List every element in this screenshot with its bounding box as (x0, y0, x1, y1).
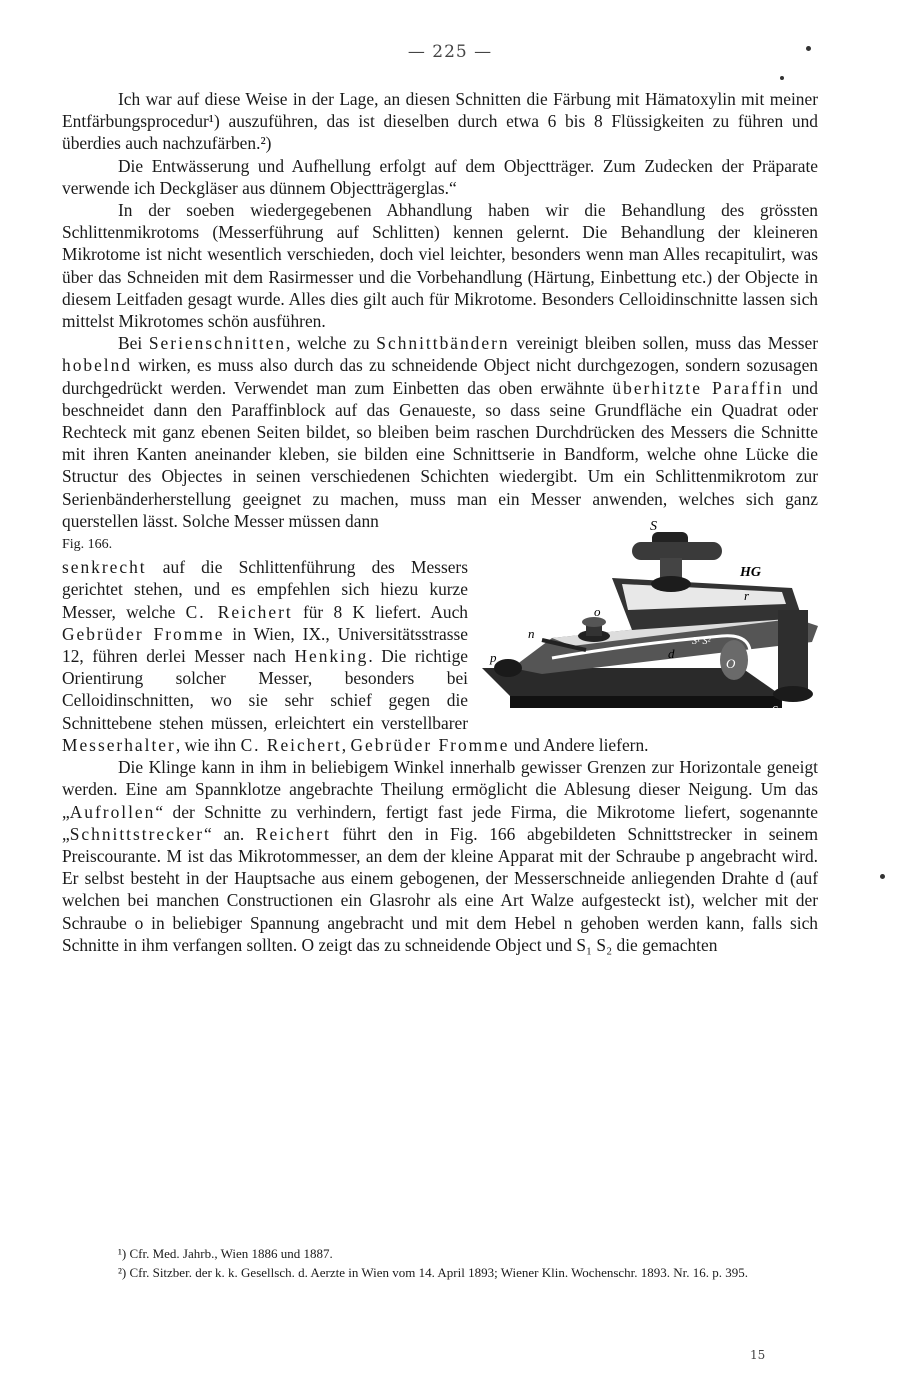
signature-mark: 15 (750, 1348, 766, 1362)
label-o-small: o (594, 603, 601, 619)
label-r: r (744, 587, 750, 603)
footnote: ¹) Cfr. Med. Jahrb., Wien 1886 und 1887. (118, 1246, 333, 1261)
ink-speck (780, 76, 784, 80)
spaced-term: überhitzte Paraffin (612, 377, 784, 398)
spaced-term: hobelnd (62, 355, 133, 376)
spaced-term: C. Reichert (185, 601, 293, 622)
label-p: p (490, 649, 497, 665)
spaced-term: Schnittstrecker (69, 823, 205, 844)
paragraph: Die Entwässerung und Aufhellung erfolgt auf dem Objectträger. Zum Zudecken der Präparate verwende ich Deckgläser aus dünnem Objectträgerglas.“ (62, 155, 818, 198)
label-s: S (650, 518, 657, 534)
ink-speck (806, 46, 811, 51)
paragraph: Bei Serienschnitten, welche zu Schnittbändern vereinigt bleiben sollen, muss das Messer hobelnd wirken, es muss also durch das zu schneidende Object nicht durchgezogen, sondern sozusagen durchgedrückt werden. Verwendet man zum Einbetten das oben erwähnte überhitzte Paraffin und beschneidet dann den Paraffinblock auf das Genaueste, so dass seine Grundfläche ein Quadrat oder Rechteck mit ganz ebenen Seiten bildet, so bleiben beim raschen Durchdrücken des Messers die Schnitte mit ihren Kanten aneinander kleben, sie bilden eine Schnittserie in Bandform, welche ohne Lücke die Structur des Objectes in seinen verschiedenen Schichten wiedergibt. Um ein Schlittenmikrotom zur Serienbänderherstellung geeignet zu machen, muss man ein Messer anwenden, welches sich ganz querstellen lässt. Solche Messer müssen dann S HG r o n p d S¹ S² O c (62, 333, 819, 714)
spaced-term: Messerhalter (62, 734, 176, 755)
label-o-big: O (726, 655, 736, 671)
footnote: ²) Cfr. Sitzber. der k. k. Gesellsch. d. Aerzte in Wien vom 14. April 1893; Wiener Klin. Wochenschr. 1893. Nr. 16. p. 395. (118, 1265, 749, 1280)
label-n: n (528, 625, 535, 641)
paragraph: Ich war auf diese Weise in der Lage, an diesen Schnitten die Färbung mit Hämatoxylin mit meiner Entfärbungsprocedur¹) auszuführen, das ist dieselben durch etwa 6 bis 8 Flüssigkeiten zu führen und überdies auch nachzufärben.²) (62, 89, 818, 154)
spaced-term: Aufrollen (69, 801, 156, 822)
figure-caption: Fig. 166. (62, 537, 113, 553)
spaced-term: Gebrüder Fromme (350, 734, 510, 755)
label-s1s2: S¹ S² (692, 635, 711, 647)
label-d: d (668, 645, 675, 661)
label-hg: HG (740, 564, 761, 580)
spaced-term: C. Reichert (240, 734, 342, 755)
ink-speck (880, 874, 885, 879)
spaced-term: Henking (294, 646, 369, 667)
footnotes (62, 1244, 818, 1282)
spaced-term: Reichert (255, 823, 331, 844)
body-text: Ich war auf diese Weise in der Lage, an diesen Schnitten die Färbung mit Hämatoxylin mit meiner Entfärbungsprocedur¹) auszuführen, das ist dieselben durch etwa 6 bis 8 Flüssigkeiten zu führen und überdies auch nachzufärben.²) Die Entwässerung und Aufhellung erfolgt auf dem Objectträger. Zum Zudecken der Präparate verwende ich Deckgläser aus dünnem Objectträgerglas.“ In der soeben wiedergegebenen Abhandlung haben wir die Behandlung des grössten Schlittenmikrotoms (Messerführung auf Schlitten) kennen gelernt. Die Behandlung der kleineren Mikrotome ist nicht wesentlich verschieden, doch viel leichter, besonders wenn man Alles recapitulirt, was über das Schneiden mit dem Rasirmesser und die Vorbehandlung (Härtung, Einbettung etc.) der Objecte in diesem Leitfaden gesagt wurde. Alles dies gilt auch für Mikrotome. Besonders Celloidinschnitte lassen sich mittelst Mikrotomes schön ausführen. Bei Serienschnitten, welche zu Schnittbändern vereinigt bleiben sollen, muss das Messer hobelnd wirken, es muss also durch das zu schneidende Object nicht durchgezogen, sondern sozusagen durchgedrückt werden. Verwendet man zum Einbetten das oben erwähnte überhitzte Paraffin und beschneidet dann den Paraffinblock auf das Genaueste, so dass seine Grundfläche ein Quadrat oder Rechteck mit ganz ebenen Seiten bildet, so bleiben beim raschen Durchdrücken des Messers die Schnitte mit ihren Kanten aneinander kleben, sie bilden eine Schnittserie in Bandform, welche ohne Lücke die Structur des Objectes in seinen verschiedenen Schichten wiedergibt. Um ein Schlittenmikrotom zur Serienbänderherstellung geeignet zu machen, muss man ein Messer anwenden, welches sich ganz querstellen lässt. Solche Messer müssen dann S HG r o n p d S¹ S² O c Fig. 166. senkrecht auf die Schlittenführung des Messers gerichtet stehen, und es empfehlen sich hiezu kurze Messer, welche C. Reichert für 8 K liefert. Auch Gebrüder Fromme in Wien, IX., Universitätsstrasse 12, führen derlei Messer nach Henking. Die richtige Orientirung solcher Messer, besonders bei Celloidinschnitten, wo sie sehr schief gegen die Schnittebene stehen müssen, erleichtert ein verstellbarer Messerhalter, wie ihn C. Reichert, Gebrüder Fromme und Andere liefern. Die Klinge kann in ihm in beliebigem Winkel innerhalb gewisser Grenzen zur Horizontale geneigt werden. Eine am Spannklotze angebrachte Theilung ermöglicht die Ablesung dieser Neigung. Um das „Aufrollen“ der Schnitte zu verhindern, fertigt fast jede Firma, die Mikrotome liefert, sogenannte „Schnittstrecker“ an. Reichert führt den in Fig. 166 abgebildeten Schnittstrecker in seinem Preiscourante. M ist das Mikrotommesser, an dem der kleine Apparat mit der Schraube p angebracht wird. Er selbst besteht in der Hauptsache aus einem gebogenen, der Messerschneide anliegenden Drahte d (auf welchen bei manchen Constructionen ein Glasrohr als eine Art Walze aufgesteckt ist), welcher mit der Schraube o in beliebiger Spannung angebracht und mit dem Hebel n gehoben werden kann, falls sich Schnitte in ihm verfangen sollten. O zeigt das zu schneidende Object und S₁ S₂ die gemachten (62, 89, 819, 955)
spaced-term: Serienschnitten (148, 333, 287, 354)
spaced-term: Gebrüder Fromme (62, 623, 225, 644)
paragraph: In der soeben wiedergegebenen Abhandlung haben wir die Behandlung des grössten Schlittenmikrotoms (Messerführung auf Schlitten) kennen gelernt. Die Behandlung der kleineren Mikrotome ist nicht wesentlich verschieden, doch viel leichter, besonders wenn man Alles recapitulirt, was über das Schneiden mit dem Rasirmesser und die Vorbehandlung (Härtung, Einbettung etc.) der Objecte in diesem Leitfaden gesagt wurde. Alles dies gilt auch für Mikrotome. Besonders Celloidinschnitte lassen sich mittelst Mikrotomes schön ausführen. (62, 200, 818, 332)
spaced-term: Schnittbändern (376, 333, 510, 354)
spaced-term: senkrecht (62, 557, 147, 578)
page-number: — 225 — (407, 42, 493, 62)
label-c: c (772, 699, 778, 714)
paragraph: Die Klinge kann in ihm in beliebigem Winkel innerhalb gewisser Grenzen zur Horizontale geneigt werden. Eine am Spannklotze angebrachte Theilung ermöglicht die Ablesung dieser Neigung. Um das „Aufrollen“ der Schnitte zu verhindern, fertigt fast jede Firma, die Mikrotome liefert, sogenannte „Schnittstrecker“ an. Reichert führt den in Fig. 166 abgebildeten Schnittstrecker in seinem Preiscourante. M ist das Mikrotommesser, an dem der kleine Apparat mit der Schraube p angebracht wird. Er selbst besteht in der Hauptsache aus einem gebogenen, der Messerschneide anliegenden Drahte d (auf welchen bei manchen Constructionen ein Glasrohr als eine Art Walze aufgesteckt ist), welcher mit der Schraube o in beliebiger Spannung angebracht und mit dem Hebel n gehoben werden kann, falls sich Schnitte in ihm verfangen sollten. O zeigt das zu schneidende Object und S₁ S₂ die gemachten (62, 757, 818, 955)
microtome-knife-illustration (482, 518, 818, 714)
figure-166 (482, 518, 818, 714)
